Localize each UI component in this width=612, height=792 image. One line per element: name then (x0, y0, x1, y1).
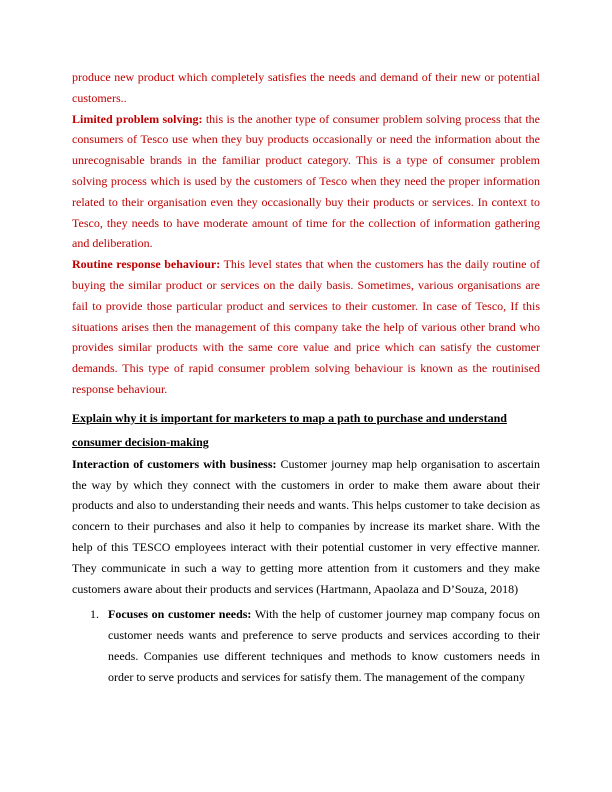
paragraph-routine-response (72, 254, 540, 400)
list-item-title: Focuses on customer needs: (108, 607, 252, 622)
list-item-number: 1. (90, 607, 99, 622)
section-heading: Explain why it is important for marketers to map a path to purchase and understand consumer decision-making (72, 410, 507, 449)
numbered-list (72, 604, 540, 687)
routine-response-text: This level states that when the customers has the daily routine of buying the similar product or services on the daily basis. Sometimes, various organisations are fail to provide those particular product and services to their customer. In case of Tesco, If this situations arises then the management of this company take the help of various other brand who provides similar products with the same core value and price which can satisfy the customer demands. This type of rapid consumer problem solving behaviour is known as the routinised response behaviour. (72, 257, 540, 396)
paragraph-limited-problem-solving (72, 109, 540, 255)
document-page (72, 67, 540, 688)
list-item-text: With the help of customer journey map company focus on customer needs wants and preference to serve products and services according to their needs. Companies use different techniques and methods to know customers needs in order to serve products and services for satisfy them. The management of the company (108, 607, 540, 684)
limited-problem-solving-title: Limited problem solving: (72, 111, 203, 126)
paragraph-intro (72, 67, 540, 109)
interaction-text: Customer journey map help organisation to ascertain the way by which they connect with the customers in order to make them aware about their products and also to understanding their needs and wants. This helps customer to take decision as concern to their purchases and also it help to companies by increase its market share. With the help of this TESCO employees interact with their potential customer in very effective manner. They communicate in such a way to getting more attention from it customers and they make customers aware about their products and services (Hartmann, Apaolaza and D’Souza, 2018) (72, 456, 540, 596)
limited-problem-solving-text: this is the another type of consumer problem solving process that the consumers of Tesco use when they buy products occasionally or need the information about the unrecognisable brands in the familiar product category. This is a type of consumer problem solving process which is used by the customers of Tesco when they need the proper information related to their organisation even they occasionally buy their products or services. In context to Tesco, they needs to have moderate amount of time for the collection of information gathering and deliberation. (72, 111, 540, 251)
list-item (72, 604, 540, 687)
routine-response-title: Routine response behaviour: (72, 257, 221, 272)
paragraph-interaction (72, 454, 540, 600)
intro-text: produce new product which completely satisfies the needs and demand of their new or potential customers.. (72, 70, 540, 105)
interaction-title: Interaction of customers with business: (72, 456, 277, 471)
